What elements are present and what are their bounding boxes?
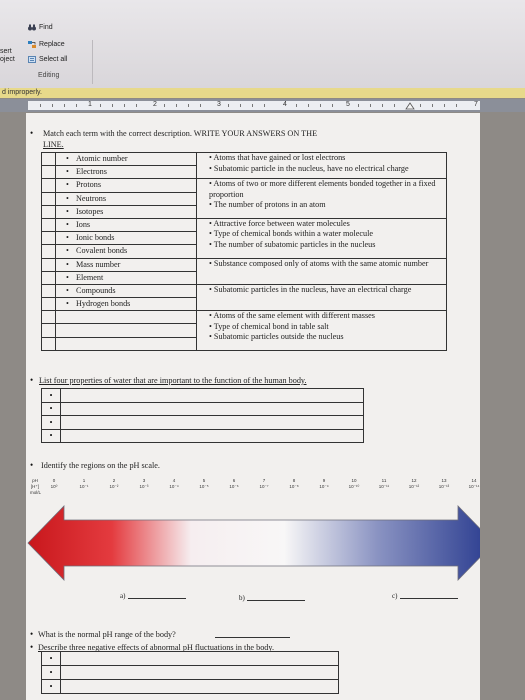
ribbon [0,0,525,89]
term: Atomic number [76,154,128,163]
description: • Atoms of the same element with different masses [209,311,375,321]
answer-cell[interactable] [42,153,56,166]
term: Element [76,272,104,282]
ph-concentration: 10⁻¹ [79,484,89,489]
ph-concentration: 10⁻⁹ [319,484,329,489]
answer-line-c[interactable] [400,598,458,599]
table-row[interactable]: • [42,666,61,680]
insert-text: sert [0,48,12,55]
ph-scale [26,478,480,588]
ph-column [316,478,332,490]
answer-cell[interactable] [42,205,56,218]
description: • Type of chemical bond in table salt [209,321,329,331]
ph-concentration: 10⁻³ [139,484,149,489]
bullet: • [30,375,34,385]
find-button[interactable] [28,24,53,31]
bullet: • [30,642,34,652]
ph-column [136,478,152,490]
ph-number: 10 [351,478,357,483]
ph-concentration: 10⁻⁶ [229,484,239,489]
answer-cell[interactable] [42,284,56,297]
term: Protons [76,180,102,190]
ph-number: 6 [232,478,236,483]
ruler-number: 5 [346,101,350,108]
answer-cell[interactable] [61,652,339,666]
table-row[interactable]: • [42,389,61,403]
answer-cell[interactable] [42,311,56,324]
matching-instruction: Match each term with the correct description. WRITE YOUR ANSWERS ON THE [43,129,318,138]
answer-cell[interactable] [42,271,56,284]
ph-concentration: 10⁻⁸ [289,484,299,489]
term: Electrons [76,167,107,177]
table-row[interactable]: • [42,402,61,416]
ph-number: 7 [262,478,266,483]
description: • Substance composed only of atoms with the same atomic number [209,258,429,268]
ph-number: 1 [82,478,86,483]
ph-column [376,478,392,490]
answer-line-b[interactable] [247,600,305,601]
find-label: Find [39,24,53,31]
message-bar: d improperly. [0,88,525,98]
label-a: a) [120,592,126,600]
binoculars-icon [28,24,36,31]
normal-range-prompt: What is the normal pH range of the body? [38,630,176,639]
ph-number: 4 [172,478,176,483]
answer-line-a[interactable] [128,598,186,599]
select-all-label: Select all [39,56,68,63]
answer-cell[interactable] [42,337,56,350]
term: Isotopes [76,206,104,216]
ph-number: 14 [471,478,477,483]
bullet: • [30,128,34,138]
description: • Atoms that have gained or lost electrons [209,153,346,162]
ph-number: 0 [52,478,56,483]
ph-number: 8 [292,478,296,483]
select-icon [28,56,36,63]
ruler-number: 2 [153,101,157,108]
table-row[interactable]: • [42,416,61,430]
description: • Atoms of two or more different elements bonded together in a fixed proportion [209,179,436,199]
ph-number: 3 [142,478,146,483]
replace-label: Replace [39,41,65,48]
label-b: b) [239,594,245,602]
ph-column [286,478,302,490]
ribbon-separator [92,40,93,84]
answer-cell[interactable] [42,166,56,179]
negative-effects-prompt: Describe three negative effects of abnormal pH fluctuations in the body. [38,643,274,652]
bullet: • [30,629,34,639]
term: Ionic bonds [76,233,115,243]
ph-column [466,478,482,490]
answer-cell[interactable] [42,179,56,192]
indent-marker-icon[interactable] [405,100,415,110]
ph-column [196,478,212,490]
label-c: c) [392,592,398,600]
ph-concentration: 10⁻¹⁴ [468,484,480,489]
negative-effects-table [41,651,339,694]
ph-number: 5 [202,478,206,483]
term: Hydrogen bonds [76,299,131,309]
ph-number: 12 [411,478,417,483]
answer-cell[interactable] [42,324,56,337]
description: • Subatomic particle in the nucleus, have no electrical charge [209,163,409,173]
water-properties-table [41,388,364,443]
ph-number: 11 [381,478,387,483]
answer-cell[interactable] [61,680,339,694]
ph-arrow [26,498,480,588]
insert-object-label[interactable] [0,48,15,64]
ph-prompt: Identify the regions on the pH scale. [41,461,160,470]
table-row[interactable]: • [42,429,61,443]
water-properties-prompt: List four properties of water that are important to the function of the human body. [39,376,307,385]
description: • Type of chemical bonds within a water molecule [209,229,374,239]
term: Ions [76,219,91,229]
answer-cell[interactable] [42,218,56,231]
ph-concentration: 10⁻⁵ [199,484,209,489]
answer-cell[interactable] [61,666,339,680]
matching-instruction-2: LINE. [43,140,64,149]
answer-cell[interactable] [61,429,364,443]
bullet: • [30,460,34,470]
ph-column [226,478,242,490]
ph-concentration: 10⁻¹⁰ [348,484,360,489]
ph-concentration: 10⁻¹³ [438,484,450,489]
term: Neutrons [76,193,107,203]
editing-group-label: Editing [38,72,60,79]
ph-concentration: 10⁰ [50,484,58,489]
ruler-number: 1 [88,101,92,108]
replace-icon [28,41,36,48]
answer-cell[interactable] [42,258,56,271]
ph-concentration: 10⁻¹¹ [378,484,390,489]
description: • The number of subatomic particles in the nucleus [209,239,376,249]
answer-cell[interactable] [61,416,364,430]
table-row[interactable]: • [42,652,61,666]
answer-cell[interactable] [61,389,364,403]
ruler-number: 3 [217,101,221,108]
ph-concentration: 10⁻¹² [408,484,420,489]
description: • Attractive force between water molecules [209,218,350,228]
answer-cell[interactable] [42,192,56,205]
ph-column [346,478,362,490]
term: Covalent bonds [76,246,128,256]
ph-column [406,478,422,490]
ph-scale-header: pH [H⁺] mol/L [30,478,42,495]
answer-cell[interactable] [42,245,56,258]
select-all-button[interactable] [28,56,67,63]
ruler-number: 7 [474,101,478,108]
ph-number: 2 [112,478,116,483]
object-text: oject [0,56,15,63]
table-row[interactable]: • [42,680,61,694]
ph-column [106,478,122,490]
ph-concentration: 10⁻⁴ [169,484,179,489]
answer-cell[interactable] [42,298,56,311]
ph-column [436,478,452,490]
normal-range-answer-line[interactable] [215,637,290,638]
answer-cell[interactable] [61,402,364,416]
answer-cell[interactable] [42,232,56,245]
term: Compounds [76,285,116,295]
ph-concentration: 10⁻² [109,484,119,489]
replace-button[interactable] [28,41,65,48]
ph-number: 9 [322,478,326,483]
description: • Subatomic particles outside the nucleus [209,332,344,342]
description: • The number of protons in an atom [209,200,326,210]
ph-column [256,478,272,490]
ph-column [76,478,92,490]
ph-column [166,478,182,490]
description: • Subatomic particles in the nucleus, have an electrical charge [209,284,412,294]
matching-table: • Atomic number • Atoms that have gained or lost electrons • Subatomic particle in the nucleus, have no electrical charge • Electrons • Protons • Atoms of two or more different elements bonded together in a fixed proportion • The number of protons in an atom • Neutrons • Isotopes • Ions • Attractive force between water molecules • Type of chemical bonds within a water molecule • The number of subatomic particles in the nucleus • Ionic bonds • Covalent bonds • Mass number • Substance composed only of atoms with the same atomic number • Element • Compounds • Subatomic particles in the nucleus, have an electrical charge • Hydrogen bonds • Atoms of the same element with different masses • Type of chemical bond in table salt • Subatomic particles outside the nucleus [41,152,447,351]
ruler-number: 4 [283,101,287,108]
ph-number: 13 [441,478,447,483]
ph-concentration: 10⁻⁷ [259,484,269,489]
term: Mass number [76,259,121,269]
ph-column [46,478,62,490]
